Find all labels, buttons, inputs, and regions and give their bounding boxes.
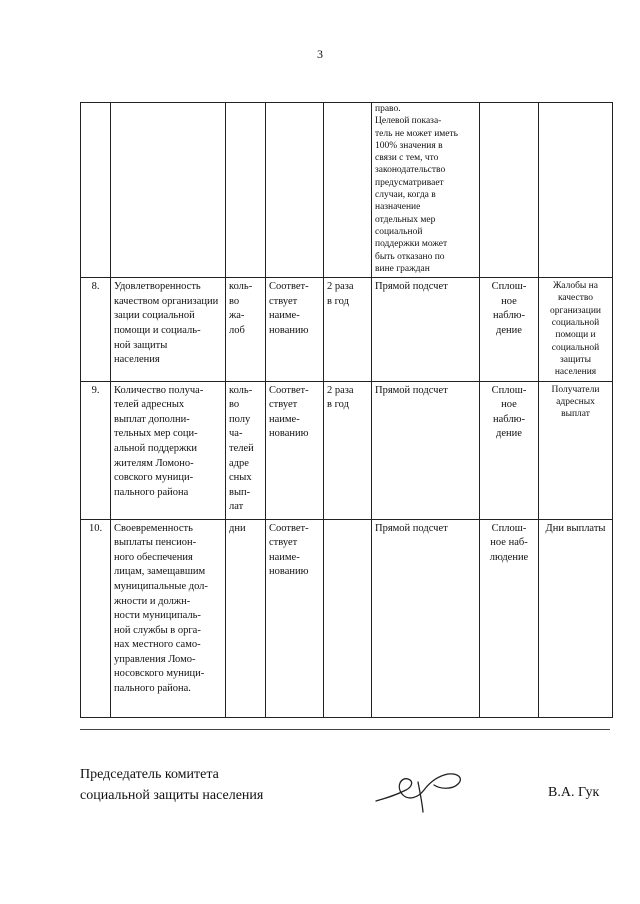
separator-line xyxy=(80,729,610,730)
indicators-table xyxy=(80,102,613,718)
row-indicator: Удовлетворенность качеством организации зации социальной помощи и социаль- ной защиты населения xyxy=(111,278,226,381)
cell-description: право. Целевой показа- тель не может иметь 100% значения в связи с тем, что законодательство предусматривает случаи, когда в назначение отдельных мер социальной поддержки может быть отказано по вине граждан xyxy=(372,103,480,278)
row-number: 8. xyxy=(81,278,111,381)
row-number: 10. xyxy=(81,519,111,717)
cell-observation xyxy=(480,103,539,278)
table-row xyxy=(81,519,613,717)
row-method: Прямой подсчет xyxy=(372,381,480,519)
cell-frequency xyxy=(324,103,372,278)
row-observation: Сплош- ное наблю- дение xyxy=(480,278,539,381)
row-number: 9. xyxy=(81,381,111,519)
row-meaning: Соответ- ствует наиме- нованию xyxy=(266,381,324,519)
signature-title-line1: Председатель комитета xyxy=(80,767,219,782)
handwritten-signature xyxy=(372,768,468,816)
signature-title xyxy=(80,764,263,806)
row-frequency xyxy=(324,519,372,717)
table-row xyxy=(81,278,613,381)
row-unit: коль- во полу ча- телей адре сных вып- лат xyxy=(226,381,266,519)
row-observation: Сплош- ное наб- людение xyxy=(480,519,539,717)
row-source: Получатели адресных выплат xyxy=(539,381,613,519)
row-method: Прямой подсчет xyxy=(372,519,480,717)
cell-indicator xyxy=(111,103,226,278)
row-source: Жалобы на качество организации социальной помощи и социальной защиты населения xyxy=(539,278,613,381)
row-unit: дни xyxy=(226,519,266,717)
row-unit: коль- во жа- лоб xyxy=(226,278,266,381)
signature-title-line2: социальной защиты населения xyxy=(80,788,264,803)
row-frequency: 2 раза в год xyxy=(324,381,372,519)
row-indicator: Своевременность выплаты пенсион- ного обеспечения лицам, замещавшим муниципальные дол- жности и должн- ности муниципаль- ной службы в орга- нах местного само- управления Ломо- носовского муници- пального района. xyxy=(111,519,226,717)
row-meaning: Соответ- ствует наиме- нованию xyxy=(266,519,324,717)
row-meaning: Соответ- ствует наиме- нованию xyxy=(266,278,324,381)
row-observation: Сплош- ное наблю- дение xyxy=(480,381,539,519)
row-method: Прямой подсчет xyxy=(372,278,480,381)
cell-meaning xyxy=(266,103,324,278)
cell-unit xyxy=(226,103,266,278)
signature-name: В.А. Гук xyxy=(548,785,600,800)
row-frequency: 2 раза в год xyxy=(324,278,372,381)
cell-source xyxy=(539,103,613,278)
table-row-continuation xyxy=(81,103,613,278)
row-indicator: Количество получа- телей адресных выплат дополни- тельных мер соци- альной поддержки жителям Ломоно- совского муници- пального района xyxy=(111,381,226,519)
page-number: 3 xyxy=(317,47,323,61)
table-row xyxy=(81,381,613,519)
row-source: Дни выплаты xyxy=(539,519,613,717)
cell-number xyxy=(81,103,111,278)
